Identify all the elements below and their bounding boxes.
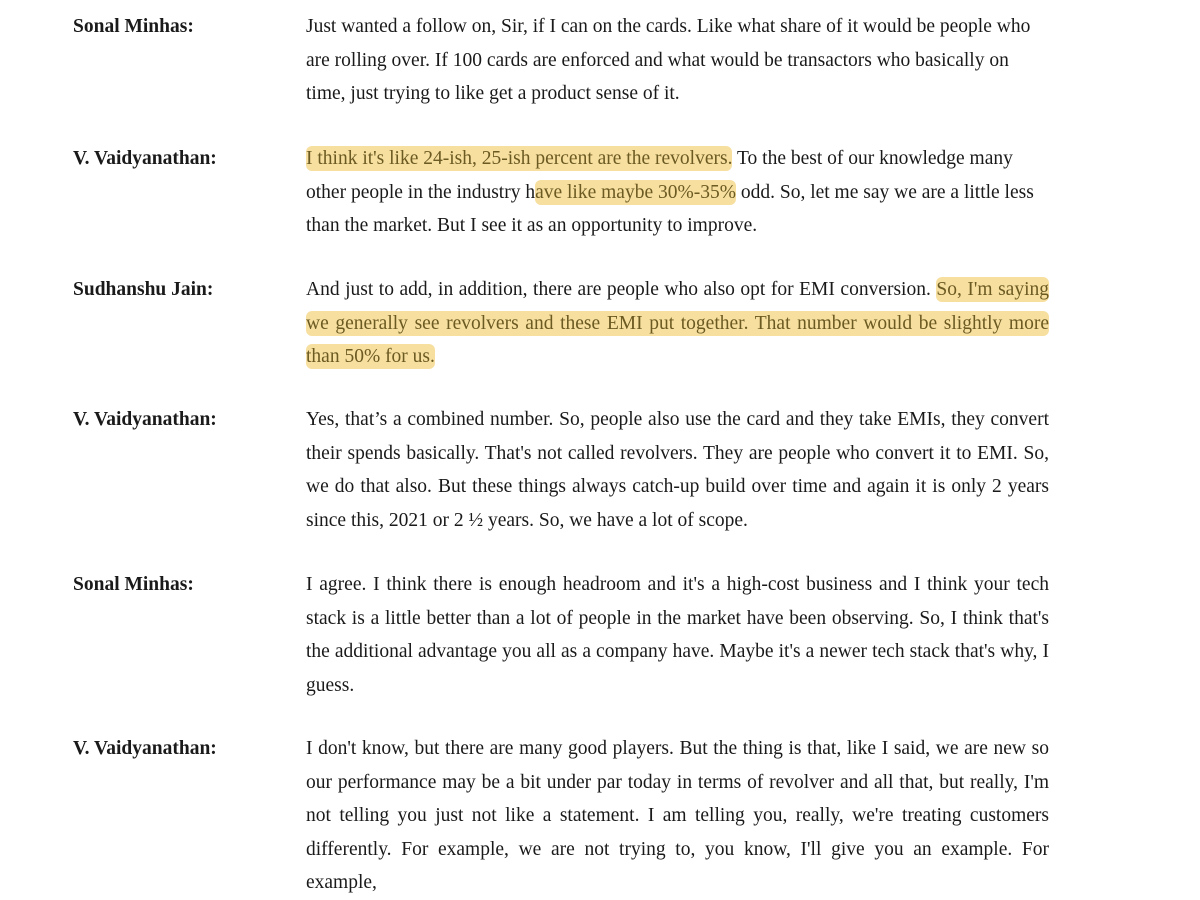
speech-segment: I don't know, but there are many good players. But the thing is that, like I said, we are new so our performance may be a bit under par today in terms of revolver and all that, but really, I'm not telling you just not like a statement. I am telling you, really, we're treating customers differently. For example, we are not trying to, you know, I'll give you an example. For example, bbox=[306, 738, 1049, 894]
speech-text bbox=[306, 10, 1049, 111]
speech-segment: I agree. I think there is enough headroom and it's a high-cost business and I think your tech stack is a little better than a lot of people in the market have been observing. So, I think that's the additional advantage you all as a company have. Maybe it's a newer tech stack that's why, I guess. bbox=[306, 574, 1049, 696]
speech-text bbox=[306, 403, 1049, 537]
speaker-name: V. Vaidyanathan: bbox=[73, 148, 217, 169]
speech-text bbox=[306, 142, 1049, 243]
highlighted-text: So, I'm saying we generally see revolvers and these EMI put together. That number would be slightly more than 50% for us. bbox=[306, 279, 1049, 368]
speech-segment: Just wanted a follow on, Sir, if I can on the cards. Like what share of it would be people who are rolling over. If 100 cards are enforced and what would be transactors who basically on time, just trying to like get a product sense of it. bbox=[306, 16, 1031, 105]
speech-segment: Yes, that’s a combined number. So, people also use the card and they take EMIs, they convert their spends basically. That's not called revolvers. They are people who convert it to EMI. So, we do that also. But these things always catch-up build over time and again it is only 2 years since this, 2021 or 2 ½ years. So, we have a lot of scope. bbox=[306, 409, 1049, 531]
speaker-name: Sonal Minhas: bbox=[73, 574, 194, 595]
speaker-name: Sudhanshu Jain: bbox=[73, 279, 214, 300]
highlighted-text: I think it's like 24-ish, 25-ish percent are the revolvers. bbox=[306, 148, 733, 169]
highlighted-text: ave like maybe 30%-35% bbox=[535, 181, 736, 203]
speech-text bbox=[306, 732, 1049, 900]
speech-segment: To the best of our knowledge many other people in the industry h bbox=[306, 148, 1013, 203]
speech-segment: And just to add, in addition, there are people who also opt for EMI conversion. bbox=[306, 279, 937, 300]
speech-segment: odd. So, let me say we are a little less than the market. But I see it as an opportunity to improve. bbox=[306, 181, 1034, 237]
speaker-name: V. Vaidyanathan: bbox=[73, 409, 217, 430]
speech-text bbox=[306, 568, 1049, 702]
speaker-name: V. Vaidyanathan: bbox=[73, 738, 217, 759]
speech-text bbox=[306, 273, 1049, 374]
speaker-name: Sonal Minhas: bbox=[73, 16, 194, 37]
